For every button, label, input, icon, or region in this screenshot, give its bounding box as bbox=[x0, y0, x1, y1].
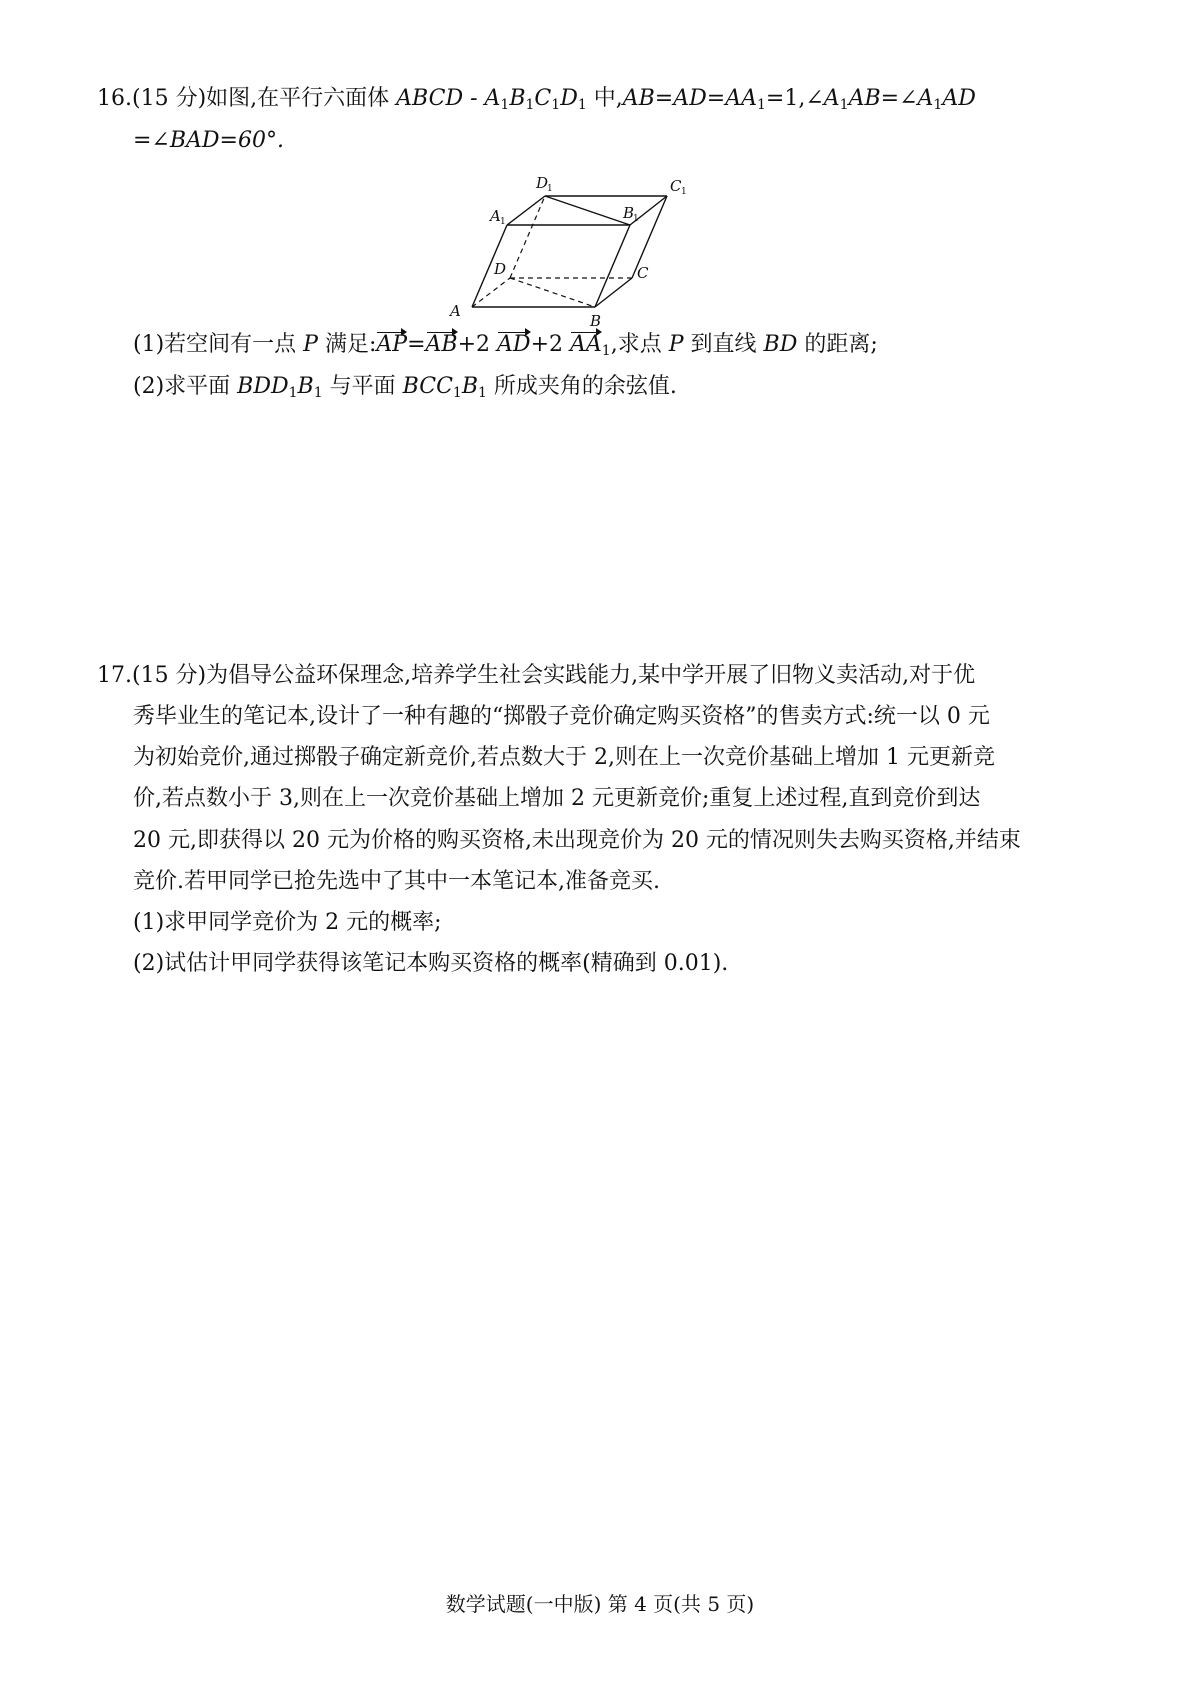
q16-part-2: (2)求平面 $BDD_1B_1$ 与平面 $BCC_1B_1$ 所成夹角的余弦值. bbox=[133, 374, 677, 401]
label-b1: B bbox=[623, 204, 635, 222]
svg-text:1: 1 bbox=[500, 217, 506, 227]
page-footer: 数学试题(一中版) 第 4 页(共 5 页) bbox=[445, 1592, 755, 1616]
q17-line-3: 为初始竞价,通过掷骰子确定新竞价,若点数大于 2,则在上一次竞价基础上增加 1 元更新竞 bbox=[133, 745, 995, 770]
svg-text:1: 1 bbox=[547, 184, 553, 194]
label-b: B bbox=[590, 312, 602, 330]
q17-line-1: 17.(15 分)为倡导公益环保理念,培养学生社会实践能力,某中学开展了旧物义卖活动,对于优 bbox=[97, 663, 976, 688]
label-a: A bbox=[450, 302, 461, 320]
q17-part-2: (2)试估计甲同学获得该笔记本购买资格的概率(精确到 0.01). bbox=[133, 951, 729, 976]
q17-line-6: 竞价.若甲同学已抢先选中了其中一本笔记本,准备竞买. bbox=[133, 869, 660, 894]
q17-line-4: 价,若点数小于 3,则在上一次竞价基础上增加 2 元更新竞价;重复上述过程,直到竞价到达 bbox=[133, 786, 981, 811]
label-a1: A bbox=[490, 207, 501, 225]
q17-part-1: (1)求甲同学竞价为 2 元的概率; bbox=[133, 910, 442, 935]
label-d1: D bbox=[536, 174, 549, 192]
q16-line-1: 16.(15 分)如图,在平行六面体 ABCD - $A_1B_1C_1D_1$ 中$,AB=AD=AA_1=1,\angle A_1AB=\angle A_1AD$ bbox=[97, 86, 976, 113]
edge-b-b1 bbox=[595, 225, 630, 307]
edge-d-d1 bbox=[510, 196, 545, 278]
parallelepiped-figure bbox=[450, 174, 720, 330]
edge-d-b bbox=[510, 278, 595, 307]
edge-d1-b1 bbox=[545, 196, 630, 225]
q16-line-2: =∠BAD=60°. bbox=[133, 128, 284, 153]
label-c1: C bbox=[670, 177, 682, 195]
label-d: D bbox=[494, 260, 507, 278]
q17-line-2: 秀毕业生的笔记本,设计了一种有趣的“掷骰子竞价确定购买资格”的售卖方式:统一以 0 元 bbox=[133, 704, 990, 729]
q16-part-1: (1)若空间有一点 P 满足:AP=AB+2 AD+2 $AA_1$,求点 P 到直线 BD 的距离; bbox=[133, 332, 878, 359]
svg-text:1: 1 bbox=[681, 187, 687, 197]
svg-text:1: 1 bbox=[633, 214, 639, 224]
q17-line-5: 20 元,即获得以 20 元为价格的购买资格,未出现竞价为 20 元的情况则失去购买资格,并结束 bbox=[133, 828, 1021, 853]
label-c: C bbox=[637, 264, 649, 282]
